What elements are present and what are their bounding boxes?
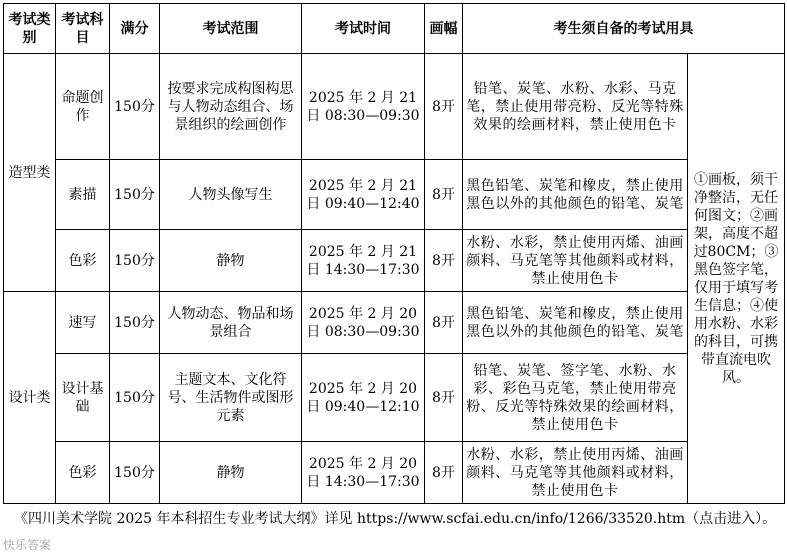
table-row [4, 442, 785, 504]
exam-schedule-table [3, 3, 785, 504]
score-cell: 150分 [110, 442, 160, 504]
score-cell: 150分 [110, 354, 160, 442]
header-category: 考试类别 [4, 4, 56, 54]
table-row [4, 160, 785, 230]
scope-cell: 静物 [160, 442, 302, 504]
table-row [4, 54, 785, 160]
size-cell: 8开 [425, 230, 463, 292]
tools-cell: 铅笔、炭笔、水粉、水彩、马克笔，禁止使用带亮粉、反光等特殊效果的绘画材料，禁止使用色卡 [463, 54, 688, 160]
scope-cell: 人物头像写生 [160, 160, 302, 230]
size-cell: 8开 [425, 442, 463, 504]
score-cell: 150分 [110, 292, 160, 354]
category-cell: 设计类 [4, 292, 56, 504]
tools-cell: 水粉、水彩，禁止使用丙烯、油画颜料、马克笔等其他颜料或材料，禁止使用色卡 [463, 442, 688, 504]
size-cell: 8开 [425, 292, 463, 354]
size-cell: 8开 [425, 54, 463, 160]
tools-cell: 黑色铅笔、炭笔和橡皮，禁止使用黑色以外的其他颜色的铅笔、炭笔 [463, 292, 688, 354]
scope-cell: 人物动态、物品和场景组合 [160, 292, 302, 354]
header-time: 考试时间 [302, 4, 425, 54]
time-cell: 2025 年 2 月 21 日 14:30—17:30 [302, 230, 425, 292]
table-row [4, 354, 785, 442]
time-cell: 2025 年 2 月 20 日 09:40—12:10 [302, 354, 425, 442]
time-cell: 2025 年 2 月 20 日 14:30—17:30 [302, 442, 425, 504]
header-scope: 考试范围 [160, 4, 302, 54]
subject-cell: 素描 [56, 160, 110, 230]
header-size: 画幅 [425, 4, 463, 54]
score-cell: 150分 [110, 160, 160, 230]
subject-cell: 色彩 [56, 442, 110, 504]
scope-cell: 按要求完成构图构思与人物动态组合、场景组织的绘画创作 [160, 54, 302, 160]
notes-cell: ①画板，须干净整洁，无任何图文；②画架，高度不超过80CM；③黑色签字笔，仅用于填写考生信息；④使用水粉、水彩的科目，可携带直流电吹风。 [688, 54, 785, 504]
scope-cell: 主题文本、文化符号、生活物件或图形元素 [160, 354, 302, 442]
watermark: 快乐答案 [3, 538, 52, 552]
subject-cell: 速写 [56, 292, 110, 354]
time-cell: 2025 年 2 月 21 日 09:40—12:40 [302, 160, 425, 230]
score-cell: 150分 [110, 230, 160, 292]
category-cell: 造型类 [4, 54, 56, 292]
subject-cell: 色彩 [56, 230, 110, 292]
size-cell: 8开 [425, 354, 463, 442]
tools-cell: 黑色铅笔、炭笔和橡皮，禁止使用黑色以外的其他颜色的铅笔、炭笔 [463, 160, 688, 230]
table-row [4, 230, 785, 292]
header-subject: 考试科目 [56, 4, 110, 54]
tools-cell: 水粉、水彩，禁止使用丙烯、油画颜料、马克笔等其他颜料或材料，禁止使用色卡 [463, 230, 688, 292]
subject-cell: 命题创作 [56, 54, 110, 160]
score-cell: 150分 [110, 54, 160, 160]
header-tools: 考生须自备的考试用具 [463, 4, 785, 54]
scope-cell: 静物 [160, 230, 302, 292]
table-row [4, 292, 785, 354]
footer-note: 《四川美术学院 2025 年本科招生专业考试大纲》详见 https://www.scfai.edu.cn/info/1266/33520.htm（点击进入）。 [14, 511, 777, 527]
time-cell: 2025 年 2 月 20 日 08:30—09:30 [302, 292, 425, 354]
header-row [4, 4, 785, 54]
time-cell: 2025 年 2 月 21 日 08:30—09:30 [302, 54, 425, 160]
tools-cell: 铅笔、炭笔、签字笔、水粉、水彩、彩色马克笔，禁止使用带亮粉、反光等特殊效果的绘画材料，禁止使用色卡 [463, 354, 688, 442]
header-score: 满分 [110, 4, 160, 54]
size-cell: 8开 [425, 160, 463, 230]
subject-cell: 设计基础 [56, 354, 110, 442]
